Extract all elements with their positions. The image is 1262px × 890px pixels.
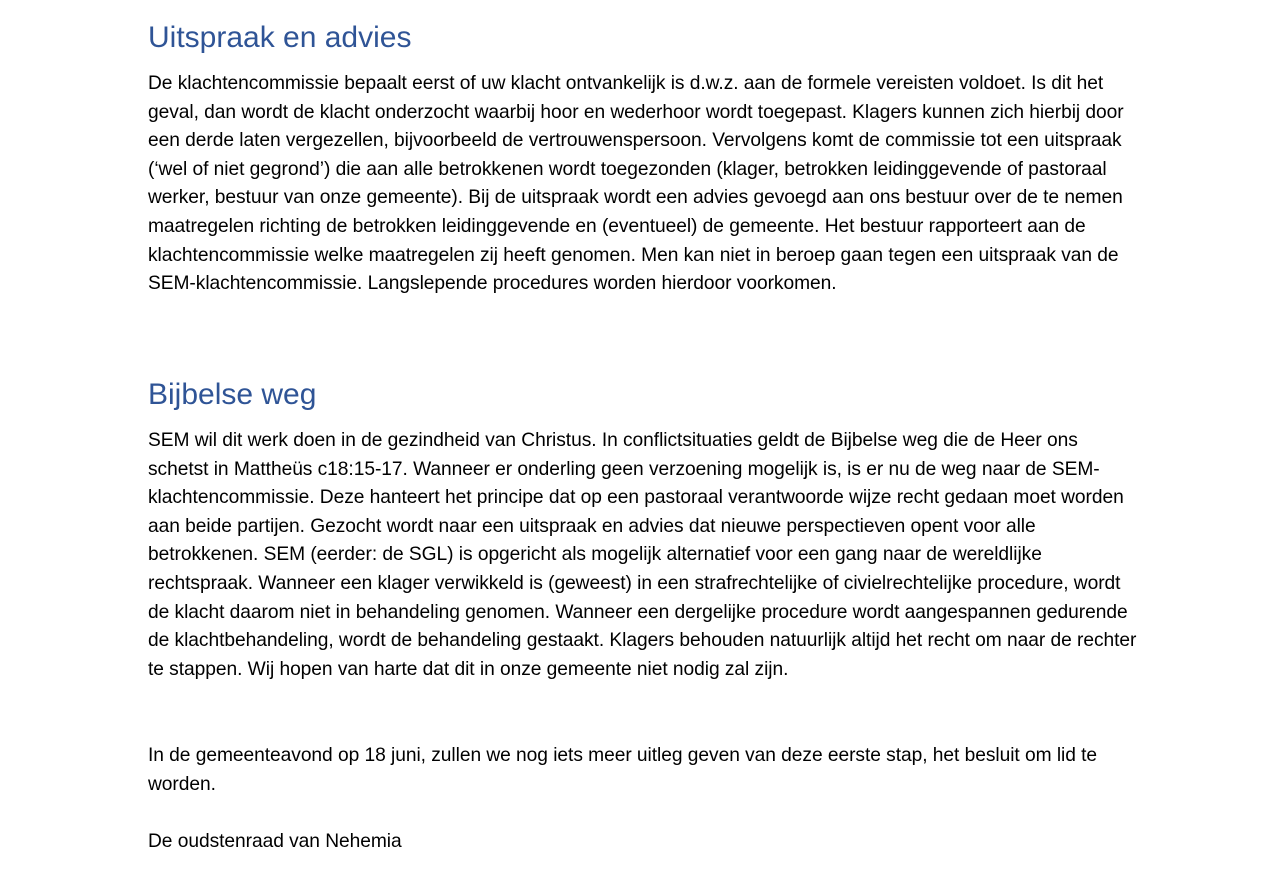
signature: De oudstenraad van Nehemia	[148, 831, 402, 852]
section-heading-uitspraak: Uitspraak en advies	[148, 21, 412, 54]
closing-paragraph: In de gemeenteavond op 18 juni, zullen we nog iets meer uitleg geven van deze eerste stap, het besluit om lid te worden.	[148, 745, 1098, 795]
section-paragraph-bijbelse-weg: SEM wil dit werk doen in de gezindheid van Christus. In conflictsituaties geldt de Bijbelse weg die de Heer ons schetst in Mattheüs c18:15-17. Wanneer er onderling geen verzoening mogelijk is, is er nu de weg naar de SEM-klachtencommissie. Deze hanteert het principe dat op een pastoraal verantwoorde wijze recht gedaan moet worden aan beide partijen. Gezocht wordt naar een uitspraak en advies dat nieuwe perspectieven opent voor alle betrokkenen. SEM (eerder: de SGL) is opgericht als mogelijk alternatief voor een gang naar de wereldlijke rechtspraak. Wanneer een klager verwikkeld is (geweest) in een strafrechtelijke of civielrechtelijke procedure, wordt de klacht daarom niet in behandeling genomen. Wanneer een dergelijke procedure wordt aangespannen gedurende de klachtbehandeling, wordt de behandeling gestaakt. Klagers behouden natuurlijk altijd het recht om naar de rechter te stappen. Wij hopen van harte dat dit in onze gemeente niet nodig zal zijn.	[148, 430, 1137, 680]
section-heading-bijbelse-weg: Bijbelse weg	[148, 378, 317, 411]
section-paragraph-uitspraak: De klachtencommissie bepaalt eerst of uw klacht ontvankelijk is d.w.z. aan de formele vereisten voldoet. Is dit het geval, dan wordt de klacht onderzocht waarbij hoor en wederhoor wordt toegepast. Klagers kunnen zich hierbij door een derde laten vergezellen, bijvoorbeeld de vertrouwenspersoon. Vervolgens komt de commissie tot een uitspraak (‘wel of niet gegrond’) die aan alle betrokkenen wordt toegezonden (klager, betrokken leidinggevende of pastoraal werker, bestuur van onze gemeente). Bij de uitspraak wordt een advies gevoegd aan ons bestuur over de te nemen maatregelen richting de betrokken leidinggevende en (eventueel) de gemeente. Het bestuur rapporteert aan de klachtencommissie welke maatregelen zij heeft genomen. Men kan niet in beroep gaan tegen een uitspraak van de SEM-klachtencommissie. Langslepende procedures worden hierdoor voorkomen.	[148, 73, 1124, 295]
